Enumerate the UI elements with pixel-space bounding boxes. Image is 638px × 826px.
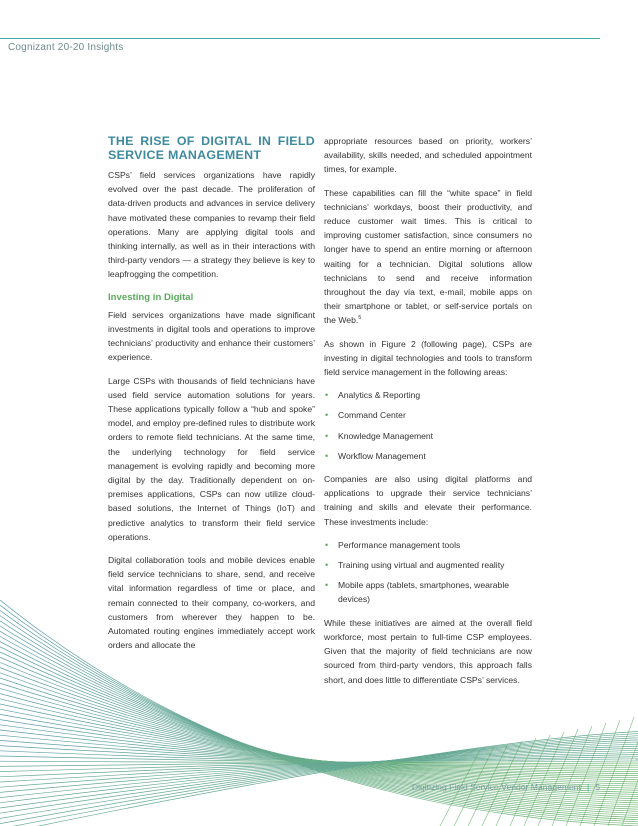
list-item: • Performance management tools (324, 538, 532, 552)
footer-separator: | (586, 782, 590, 792)
page-footer (360, 782, 600, 792)
bullet-icon: • (325, 390, 329, 401)
bullet-icon: • (325, 410, 329, 421)
list-item: • Workflow Management (324, 449, 532, 463)
bullet-icon: • (325, 539, 329, 550)
paragraph-text: These capabilities can fill the “white space” in field technicians’ workdays, boost their productivity, and reduce customer wait times. This is critical to improving customer satisfaction, since consumers no longer have to spend an entire morning or afternoon waiting for a technician. Digital solutions allow technicians to send and receive information throughout the day via text, e-mail, mobile apps on their smartphone or tablet, or self-service portals on the Web. (324, 187, 532, 326)
focus-areas-list (324, 388, 532, 463)
paragraph: While these initiatives are aimed at the overall field workforce, most pertain to full-time CSP employees. Given that the majority of field technicians are now sourced from third-party vendors, this approach falls short, and does little to differentiate CSPs’ services. (324, 617, 532, 685)
header-rule (0, 38, 600, 39)
bullet-icon: • (325, 430, 329, 441)
paragraph: As shown in Figure 2 (following page), CSPs are investing in digital technologies and tools to transform field service management in the following areas: (324, 338, 532, 378)
paragraph: Large CSPs with thousands of field technicians have used field service automation solutions for years. These applications typically follow a “hub and spoke” model, and employ pre-defined rules to distribute work orders to remote field technicians. At the same time, the underlying technology for field service management is evolving rapidly and becoming more digital by the day. Traditionally dependent on on-premises applications, CSPs can now utilize cloud-based solutions, the Internet of Things (IoT) and predictive analytics to transform their field service operations. (108, 375, 315, 542)
paragraph: appropriate resources based on priority, workers’ availability, skills needed, and scheduled appointment times, for example. (324, 136, 532, 175)
section-title: THE RISE OF DIGITAL IN FIELD SERVICE MANAGEMENT (108, 134, 315, 162)
footnote-ref: 5 (358, 315, 362, 322)
intro-paragraph: CSPs’ field services organizations have rapidly evolved over the past decade. The proliferation of data-driven products and advances in service delivery have motivated these companies to revamp their field operations. Many are applying digital tools and thinking internally, as well as in their interactions with third-party vendors — a strategy they believe is key to leapfrogging the competition. (108, 170, 315, 280)
list-item: • Mobile apps (tablets, smartphones, wearable devices) (325, 580, 510, 605)
list-item: • Knowledge Management (324, 429, 532, 443)
paragraph: Digital collaboration tools and mobile devices enable field service technicians to share, send, and receive vital information regardless of time or place, and remain connected to their company, co-workers, and customers from wherever they happen to be. Automated routing engines immediately accept work orders and allocate the (108, 555, 315, 651)
footer-title: Digitizing Field Service Vendor Management (411, 782, 581, 792)
list-item: • Command Center (324, 408, 532, 422)
publication-label: Cognizant 20-20 Insights (8, 42, 124, 53)
list-item: • Training using virtual and augmented reality (324, 558, 532, 572)
paragraph: Companies are also using digital platforms and applications to upgrade their service technicians’ training and skills and elevate their performance. These investments include: (324, 474, 532, 527)
paragraph: Field services organizations have made significant investments in digital tools and operations to improve technicians’ productivity and enhance their customers’ experience. (108, 309, 315, 363)
subheading-investing: Investing in Digital (108, 291, 194, 303)
bullet-icon: • (325, 450, 329, 461)
list-item: • Analytics & Reporting (324, 388, 532, 402)
page-number: 5 (595, 782, 600, 792)
bullet-icon: • (325, 560, 329, 571)
paragraph (324, 186, 532, 328)
bullet-icon: • (325, 580, 329, 591)
